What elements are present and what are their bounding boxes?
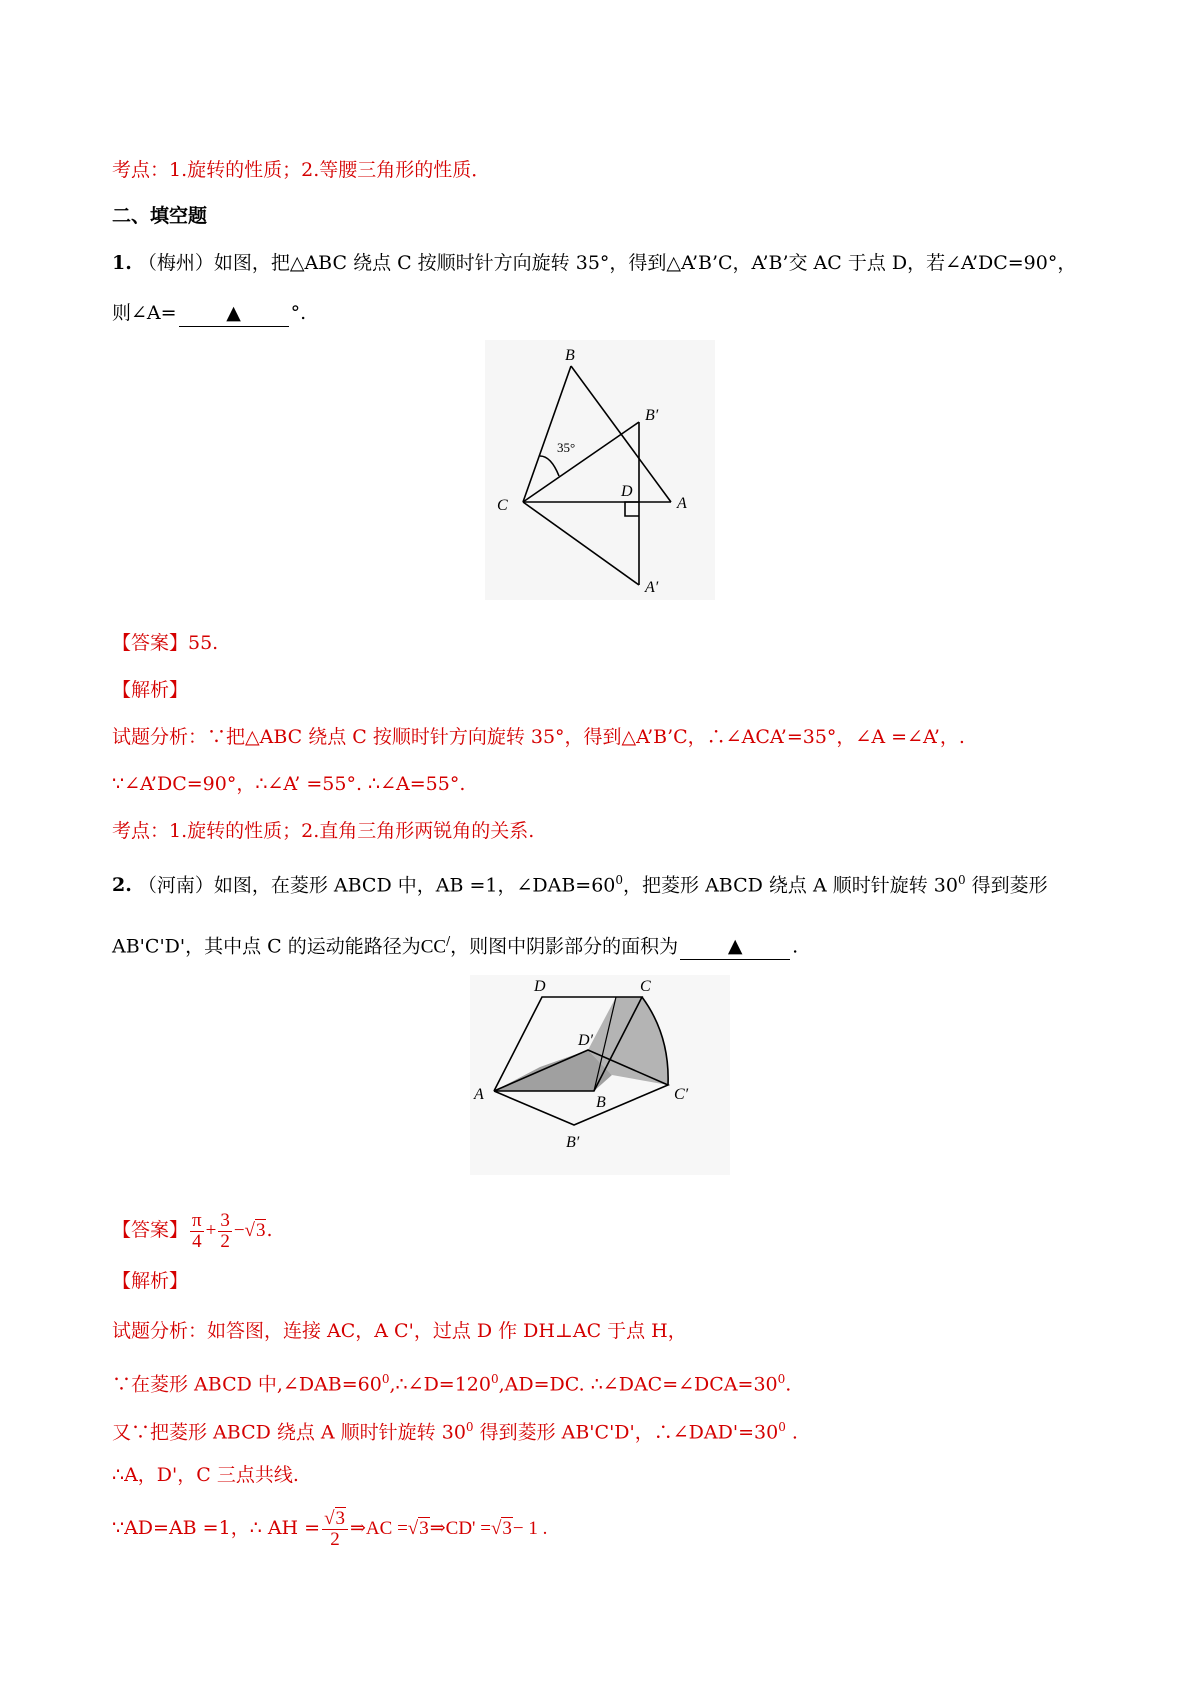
q1-analysis-title: 【解析】 <box>112 679 189 701</box>
q2-analysis-title: 【解析】 <box>112 1270 189 1292</box>
q2-text-1a: （河南）如图，在菱形 ABCD 中，AB =1，∠DAB=60 <box>137 874 616 897</box>
q2-sqrt3: 3 <box>255 1220 266 1241</box>
q2-label-Cp: C′ <box>674 1086 689 1103</box>
q1-label-Bp: B′ <box>645 407 659 424</box>
q2-frac-pi-4: $\frac{\pi}{4}$ <box>192 1209 202 1252</box>
q2-figure <box>470 975 730 1175</box>
q2-text-1c: 得到菱形 <box>965 874 1048 897</box>
q1-label-angle: 35° <box>557 440 576 455</box>
q2-analysis-line-4: ∴A，D'，C 三点共线. <box>112 1464 299 1486</box>
q2-answer: 【答案】 $\frac{\pi}{4}$ + $\frac{3}{2}$ −√3. <box>112 1209 273 1252</box>
q2-line-1 <box>112 867 1048 898</box>
q2-label-C: C <box>640 978 651 995</box>
q2-analysis-line-2: ∵在菱形 ABCD 中$,\angle DAB=60^0,\therefore\angle D=120^0,AD=DC$. $\therefore\angle DAC=\angle DCA=30^0$. <box>112 1372 792 1396</box>
q1-line-2 <box>112 300 306 327</box>
q1-label-C: C <box>497 497 508 514</box>
q1-text-2-end: °. <box>290 302 307 324</box>
q2-text-2b: ，则图中阴影部分的面积为 <box>450 935 679 958</box>
q1-kaodian: 考点：1.旋转的性质；2.直角三角形两锐角的关系. <box>112 820 535 842</box>
q1-analysis-line-1: 试题分析：∵把△ABC 绕点 C 按顺时针方向旋转 35°，得到△A’B’C，∴∠ACA’=35°，∠A =∠A’，. <box>112 726 965 748</box>
q2-number: 2. <box>112 874 132 897</box>
q2-arc-prime: / <box>446 934 451 948</box>
q2-frac-3-2: $\frac{3}{2}$ <box>220 1209 230 1252</box>
q1-label-D: D <box>621 483 633 500</box>
q1-number: 1. <box>112 252 132 274</box>
q1-answer-blank: ▲ <box>179 300 289 327</box>
q2-arc-cc: CC <box>420 936 447 958</box>
q2-text-1b: ，把菱形 ABCD 绕点 A 顺时针旋转 30 <box>623 874 958 897</box>
q2-line-2 <box>112 928 798 960</box>
q2-analysis-line-3: 又∵把菱形 ABCD 绕点 A 顺时针旋转 $30^0$ 得到菱形 AB'C'D'，$\therefore\angle DAD'=30^0$ . <box>112 1420 798 1444</box>
q1-line-1 <box>112 250 1076 276</box>
q1-figure <box>485 340 715 600</box>
q2-answer-label: 【答案】 <box>112 1219 189 1241</box>
q1-analysis-line-2: ∵∠A’DC=90°，∴∠A’ =55°. ∴∠A=55°. <box>112 773 466 795</box>
q2-sup-1: 0 <box>615 873 624 887</box>
q2-label-Bp: B′ <box>566 1134 580 1151</box>
kaodian-line-1: 考点：1.旋转的性质；2.等腰三角形的性质． <box>112 159 491 181</box>
section-title: 二、填空题 <box>112 205 208 227</box>
q2-sup-2: 0 <box>957 873 966 887</box>
q2-analysis-line-5: ∵AD=AB =1，∴ AH = $\frac{√3}{2}$ ⇒AC =√3⇒CD' =√3− 1 . <box>112 1507 548 1550</box>
q2-label-B: B <box>596 1094 606 1111</box>
q1-answer: 【答案】55. <box>112 632 219 654</box>
q2-answer-blank: ▲ <box>680 933 790 960</box>
q1-text-2: 则∠A= <box>112 302 177 324</box>
q2-text-2a: AB'C'D'，其中点 C 的运动能路径为 <box>112 935 421 958</box>
q1-label-A: A <box>677 495 687 512</box>
q1-text-1: （梅州）如图，把△ABC 绕点 C 按顺时针方向旋转 35°，得到△A’B’C，A’B’交 AC 于点 D，若∠A’DC=90°， <box>137 252 1077 274</box>
q2-label-D: D <box>534 978 546 995</box>
q2-label-Dp: D′ <box>578 1032 594 1049</box>
q2-frac-sqrt3-2: $\frac{√3}{2}$ <box>322 1509 348 1550</box>
q1-label-Ap: A′ <box>645 579 659 596</box>
q2-analysis-line-1: 试题分析：如答图，连接 AC，A C'，过点 D 作 DH⊥AC 于点 H， <box>112 1320 687 1342</box>
q2-text-2-end: . <box>792 935 799 958</box>
q2-label-A: A <box>474 1086 484 1103</box>
q1-label-B: B <box>565 347 575 364</box>
